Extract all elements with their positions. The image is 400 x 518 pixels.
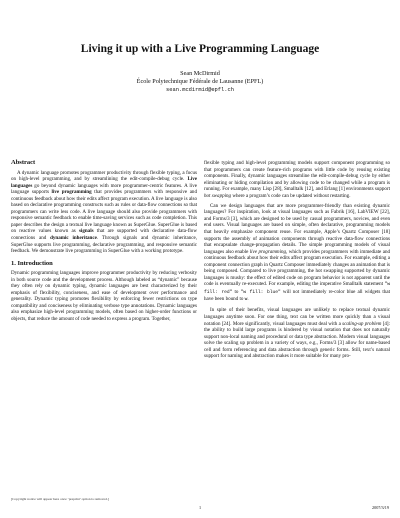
page-number: 1 — [198, 505, 202, 510]
intro-paragraph: Dynamic programming languages improve programmer productivity by reducing verbosity in both source code and the development process. Although labeled as “dynamic” because they often rely on dynamic typing, dynamic languages are best characterized by their emphasis of flexibility, conciseness, and ease of development over performance and generality. Dynamic typing promotes flexibility by enforcing fewer restrictions on type compatibility and conciseness by eliminating verbose type annotations. Dynamic languages also emphasize high-level programming models, often based on higher-order functions or objects, that reduce the amount of code needed to express a program. Together, — [11, 270, 197, 323]
author-email: sean.mcdirmid@epfl.ch — [166, 87, 234, 93]
author-block — [0, 70, 400, 94]
author-affiliation: École Polytechnique Fédérale de Lausanne (EPFL) — [136, 78, 264, 85]
abstract-paragraph: A dynamic language promotes programmer productivity through flexible typing, a focus on high-level programming, and by streamlining the edit-compile-debug cycle. Live languages go beyond dynamic languages with more programmer-centric features. A live language supports live programming that provides programmers with responsive and continuous feedback about how their edits affect program execution. A live language is also based on declarative programming constructs such as rules or data-flow connections so that programmers can write less code. A live language should also provide programmers with responsive semantic feedback to enable time-saving services such as code completion. This paper describes the design a textual live language known as SuperGlue. SuperGlue is based on reactive values known as signals that are supported with declarative data-flow connections and dynamic inheritance. Through signals and dynamic inheritance, SuperGlue supports live programming, declarative programming, and responsive semantic feedback. We demonstrate live programming in SuperGlue with a working prototype. — [11, 169, 197, 255]
author-name: Sean McDirmid — [180, 70, 220, 77]
footer-date: 2007/3/19 — [372, 505, 389, 510]
right-column — [204, 160, 390, 363]
body-paragraph-1: flexible typing and high-level programming models support component programming so that programmers can create feature-rich programs with little code by reusing existing components. Finally, dynamic languages streamline the edit-compile-debug cycle by either eliminating or hiding compilation and by allowing code to be changed while a program is running. For example, many Lisp [28], Smalltalk [12], and Erlang [1] environments support hot swapping where a program’s code can be updated without restarting. — [204, 160, 390, 199]
body-paragraph-2: Can we design languages that are more programmer-friendly than existing dynamic languages? For inspiration, look at visual languages such as Fabrik [16], LabVIEW [22], and Forms/3 [3], which are designed to be used by casual programmers, novices, and even end users. Visual languages are based on simple, often declarative, programming models that heavily emphasize component reuse. For example, Apple’s Quartz Composer [18] supports the assembly of animation components through reactive data-flow connections that encapsulate change-propagation details. The simple programming models of visual languages also enable live programming, which provides programmers with immediate and continuous feedback about how their edits affect program execution. For example, editing a component connection graph in Quartz Composer immediately changes an animation that is being composed. Compared to live programming, the hot swapping supported by dynamic languages is mushy: the effect of edited code on program behavior is not apparent until the code is eventually re-executed. For example, editing the imperative Smalltalk statement "w fill: red" to "w fill: blue" will not immediately re-color blue all widgets that have been bound to w. — [204, 202, 391, 303]
abstract-heading: Abstract — [11, 159, 36, 166]
left-column — [11, 160, 197, 326]
paper-title: Living it up with a Live Programming Language — [80, 43, 320, 55]
copyright-notice: [Copyright notice will appear here once ’preprint’ option is removed.] — [11, 497, 109, 501]
section-heading-introduction: 1. Introduction — [11, 259, 53, 267]
body-paragraph-3: In spite of their benefits, visual languages are unlikely to replace textual dynamic languages anytime soon. For one thing, text can be written more quickly than a visual notation [24]. More significantly, visual languages must deal with a scaling-up problem [4]: the ability to build large programs is hindered by visual notation that does not naturally support non-local naming and procedural or data type abstraction. Modern visual languages solve the scaling up problem in a variety of ways, e.g., Forms/3 [3] allow for name-based cell and form referencing and data abstraction through generic forms. Still, text’s natural support for naming and abstraction makes it more suitable for many pro- — [204, 307, 391, 360]
